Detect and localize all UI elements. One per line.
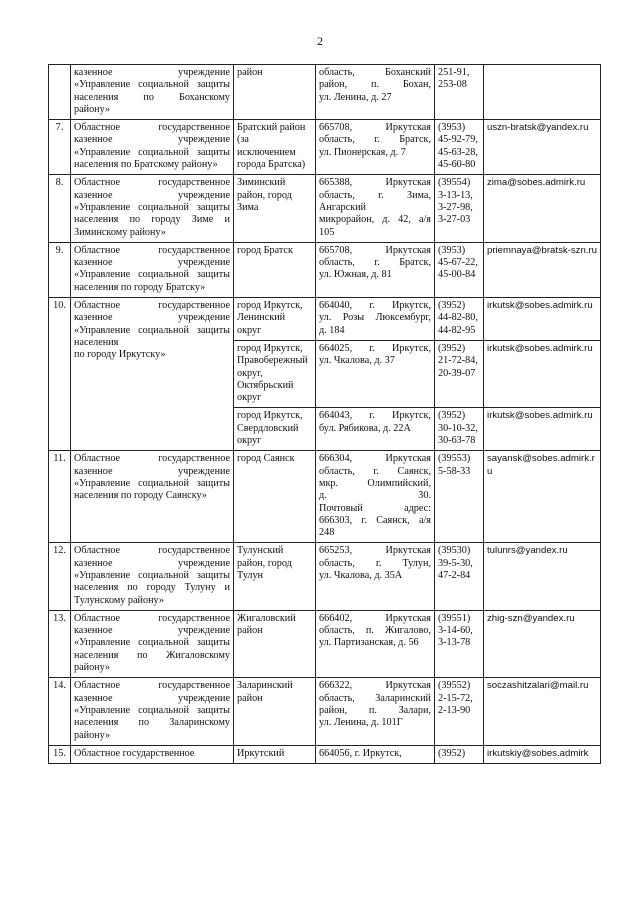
- service-area-line: город Саянск: [237, 453, 295, 465]
- email: irkutsk@sobes.admirk.ru: [484, 340, 601, 407]
- phone-line: 253-08: [438, 79, 467, 91]
- address: [316, 298, 435, 341]
- service-area: [234, 298, 316, 341]
- institution-name-line: Областное государственное: [74, 612, 230, 624]
- table-row: [49, 175, 601, 242]
- row-number: 7.: [49, 120, 71, 175]
- address: [316, 175, 435, 242]
- phone-line: (39530): [438, 545, 471, 557]
- institution-name-line: казенное учреждение: [74, 189, 230, 201]
- address-line: 665708, Иркутская: [319, 122, 431, 134]
- phone-line: (3952): [438, 747, 466, 759]
- institution-name: [71, 543, 234, 610]
- row-number: 10.: [49, 298, 71, 451]
- phone-line: 5-58-33: [438, 465, 471, 477]
- institution-name-line: району»: [74, 729, 111, 741]
- service-area-line: (за: [237, 134, 249, 146]
- email: sayansk@sobes.admirk.ru: [484, 451, 601, 543]
- address-line: область, г. Тулун,: [319, 557, 431, 569]
- phone-line: 44-82-80,: [438, 312, 478, 324]
- table-row: [49, 451, 601, 543]
- institution-name-line: Зиминскому району»: [74, 226, 166, 238]
- row-number: 14.: [49, 678, 71, 745]
- table-row: [49, 610, 601, 677]
- table-row: [49, 120, 601, 175]
- phone-line: (39554): [438, 177, 471, 189]
- institution-name-line: «Управление социальной защиты: [74, 79, 230, 91]
- service-area: [234, 65, 316, 120]
- service-area: [234, 408, 316, 451]
- phone: [435, 678, 484, 745]
- service-area-line: Правобережный: [237, 355, 308, 367]
- phone: [435, 120, 484, 175]
- institution-name-line: населения по Жигаловскому: [74, 649, 230, 661]
- institution-name-line: казенное учреждение: [74, 312, 230, 324]
- institution-name-line: населения по Боханскому: [74, 91, 230, 103]
- institution-name-line: «Управление социальной защиты: [74, 637, 230, 649]
- institution-name-line: населения по Заларинскому: [74, 717, 230, 729]
- row-number: 9.: [49, 242, 71, 297]
- phone-line: 21-72-84,: [438, 355, 478, 367]
- service-area-line: район: [237, 67, 263, 78]
- address-line: ул. Розы Люксембург,: [319, 312, 431, 324]
- institution-name-line: казенное учреждение: [74, 257, 230, 269]
- institution-name-line: Областное государственное: [74, 545, 230, 557]
- institution-name-line: казенное учреждение: [74, 625, 230, 637]
- service-area: [234, 451, 316, 543]
- institution-name-line: Областное государственное: [74, 244, 230, 256]
- registry-table-body: [49, 65, 601, 764]
- row-number: 8.: [49, 175, 71, 242]
- institution-name-line: Тулунскому району»: [74, 594, 164, 606]
- institution-name-line: «Управление социальной защиты: [74, 269, 230, 281]
- service-area: [234, 678, 316, 745]
- service-area: [234, 340, 316, 407]
- institution-name-line: населения по городу Братску»: [74, 281, 206, 293]
- page-number: 2: [317, 34, 323, 48]
- service-area-line: исключением: [237, 146, 296, 158]
- service-area-line: Ленинский: [237, 312, 286, 324]
- institution-name: [71, 451, 234, 543]
- table-row: [49, 745, 601, 763]
- address-line: 664040, г. Иркутск,: [319, 300, 431, 312]
- institution-name: [71, 65, 234, 120]
- service-area-line: город Братск: [237, 244, 293, 256]
- service-area-line: округ: [237, 435, 262, 447]
- address-line: бул. Рябикова, д. 22А: [319, 422, 411, 434]
- phone-line: 45-63-28,: [438, 146, 478, 158]
- phone-line: 3-13-13,: [438, 189, 473, 201]
- address-line: область, г. Саянск,: [319, 465, 431, 477]
- phone-line: 3-27-03: [438, 214, 471, 226]
- phone-line: 3-27-98,: [438, 201, 473, 213]
- address: [316, 610, 435, 677]
- row-number: 15.: [49, 745, 71, 763]
- email: irkutskiy@sobes.admirk: [484, 745, 601, 763]
- email: irkutsk@sobes.admirk.ru: [484, 298, 601, 341]
- service-area-line: город Иркутск,: [237, 410, 303, 422]
- address-line: 664043, г. Иркутск,: [319, 410, 431, 422]
- institution-name-line: «Управление социальной защиты: [74, 704, 230, 716]
- institution-name-line: Областное государственное: [74, 453, 230, 465]
- institution-name-line: населения по Братскому району»: [74, 159, 218, 171]
- service-area: [234, 242, 316, 297]
- address-line: ул. Пионерская, д. 7: [319, 146, 406, 158]
- email: irkutsk@sobes.admirk.ru: [484, 408, 601, 451]
- address-line: ул. Ленина, д. 101Г: [319, 717, 403, 729]
- address: [316, 242, 435, 297]
- service-area-line: Тулун: [237, 569, 263, 581]
- phone-line: 2-15-72,: [438, 692, 473, 704]
- address-line: д. 30.: [319, 490, 431, 502]
- address-line: мкр. Олимпийский,: [319, 477, 431, 489]
- address-line: ул. Партизанская, д. 56: [319, 637, 419, 649]
- address: [316, 120, 435, 175]
- service-area: [234, 175, 316, 242]
- address-line: 666402, Иркутская: [319, 612, 431, 624]
- address-line: микрорайон, д. 42, а/я: [319, 214, 431, 226]
- address-line: 665708, Иркутская: [319, 244, 431, 256]
- phone: [435, 340, 484, 407]
- service-area: [234, 120, 316, 175]
- institution-name-line: «Управление социальной защиты: [74, 146, 230, 158]
- email: priemnaya@bratsk-szn.ru: [484, 242, 601, 297]
- institution-name-line: «Управление социальной защиты: [74, 477, 230, 489]
- row-number: 12.: [49, 543, 71, 610]
- service-area-line: город Иркутск,: [237, 342, 303, 354]
- phone-line: 45-00-84: [438, 269, 476, 281]
- email: [484, 65, 601, 120]
- service-area-line: Зиминский: [237, 177, 286, 189]
- institution-name-line: казенное учреждение: [74, 465, 230, 477]
- phone-line: 44-82-95: [438, 324, 476, 336]
- institution-name: [71, 175, 234, 242]
- service-area-line: Тулунский: [237, 545, 284, 557]
- address-line: ул. Южная, д. 81: [319, 269, 392, 281]
- address: [316, 408, 435, 451]
- service-area-line: Свердловский: [237, 422, 299, 434]
- service-area-line: Жигаловский: [237, 612, 296, 624]
- address: [316, 543, 435, 610]
- email: uszn-bratsk@yandex.ru: [484, 120, 601, 175]
- email: soczashitzalari@mail.ru: [484, 678, 601, 745]
- phone: [435, 451, 484, 543]
- institution-name-line: казенное учреждение: [74, 67, 230, 78]
- institution-name: [71, 120, 234, 175]
- address-line: район, п. Залари,: [319, 704, 431, 716]
- phone-line: 30-10-32,: [438, 422, 478, 434]
- phone-line: 251-91,: [438, 67, 470, 78]
- phone-line: 3-14-60,: [438, 625, 473, 637]
- address-line: 664056, г. Иркутск,: [319, 747, 402, 759]
- address-line: 666303, г. Саянск, а/я: [319, 514, 431, 526]
- table-row: [49, 298, 601, 341]
- institution-name-line: «Управление социальной защиты: [74, 324, 230, 336]
- phone-line: 45-92-79,: [438, 134, 478, 146]
- institution-name-line: Областное государственное: [74, 122, 230, 134]
- table-row: [49, 242, 601, 297]
- institution-name: [71, 678, 234, 745]
- service-area-line: Октябрьский: [237, 379, 294, 391]
- address: [316, 678, 435, 745]
- institution-name-line: казенное учреждение: [74, 557, 230, 569]
- service-area: [234, 745, 316, 763]
- address-line: д. 184: [319, 324, 345, 336]
- address-line: область, г. Братск,: [319, 134, 431, 146]
- service-area-line: округ,: [237, 367, 263, 379]
- service-area-line: район: [237, 625, 263, 637]
- institution-name-line: району»: [74, 662, 111, 674]
- institution-name-line: казенное учреждение: [74, 134, 230, 146]
- institution-name-line: Областное государственное: [74, 680, 230, 692]
- address-line: область, п. Жигалово,: [319, 625, 431, 637]
- service-area-line: Иркутский: [237, 747, 285, 759]
- address-line: Ангарский: [319, 201, 366, 213]
- phone-line: (3952): [438, 342, 466, 354]
- institution-name-line: населения по городу Саянску»: [74, 490, 207, 502]
- phone: [435, 543, 484, 610]
- phone: [435, 298, 484, 341]
- service-area-line: Зима: [237, 201, 259, 213]
- address-line: ул. Ленина, д. 27: [319, 91, 392, 103]
- institution-name: [71, 298, 234, 451]
- phone: [435, 745, 484, 763]
- email: zhig-szn@yandex.ru: [484, 610, 601, 677]
- email: zima@sobes.admirk.ru: [484, 175, 601, 242]
- phone-line: 3-13-78: [438, 637, 471, 649]
- address: [316, 340, 435, 407]
- address-line: область, Заларинский: [319, 692, 431, 704]
- institution-name-line: Областное государственное: [74, 747, 195, 759]
- institution-name: [71, 610, 234, 677]
- phone-line: (3953): [438, 244, 466, 256]
- email: tulunrs@yandex.ru: [484, 543, 601, 610]
- service-area-line: район: [237, 692, 263, 704]
- service-area-line: Братский район: [237, 122, 306, 134]
- phone-line: 45-67-22,: [438, 257, 478, 269]
- address-line: ул. Чкалова, д. 35А: [319, 569, 403, 581]
- service-area-line: город Иркутск,: [237, 300, 303, 312]
- institution-name: [71, 242, 234, 297]
- address-line: 248: [319, 527, 335, 539]
- phone-line: (39553): [438, 453, 471, 465]
- address-line: область, Боханский: [319, 67, 431, 78]
- table-row: [49, 65, 601, 120]
- address-line: область, г. Зима,: [319, 189, 431, 201]
- service-area: [234, 543, 316, 610]
- institution-name-line: Областное государственное: [74, 300, 230, 312]
- address-line: район, п. Бохан,: [319, 79, 431, 91]
- institution-name-line: по городу Иркутску»: [74, 349, 166, 361]
- service-area-line: район, город: [237, 189, 292, 201]
- address-line: 664025, г. Иркутск,: [319, 342, 431, 354]
- address-line: ул. Чкалова, д. 37: [319, 355, 395, 367]
- phone-line: (3952): [438, 300, 466, 312]
- address: [316, 745, 435, 763]
- row-number: 13.: [49, 610, 71, 677]
- institution-name-line: населения по городу Зиме и: [74, 214, 230, 226]
- service-area-line: города Братска): [237, 159, 306, 171]
- table-row: [49, 678, 601, 745]
- service-area-line: район, город: [237, 557, 292, 569]
- phone-line: (3952): [438, 410, 466, 422]
- institution-name-line: району»: [74, 103, 111, 115]
- institution-name: [71, 745, 234, 763]
- institution-name-line: «Управление социальной защиты: [74, 201, 230, 213]
- institution-name-line: «Управление социальной защиты: [74, 569, 230, 581]
- address-line: Почтовый адрес:: [319, 502, 431, 514]
- registry-table: [48, 64, 601, 764]
- address-line: 665253, Иркутская: [319, 545, 431, 557]
- phone: [435, 610, 484, 677]
- phone-line: 39-5-30,: [438, 557, 473, 569]
- phone-line: (3953): [438, 122, 466, 134]
- phone-line: (39551): [438, 612, 471, 624]
- address: [316, 65, 435, 120]
- phone-line: 2-13-90: [438, 704, 471, 716]
- address-line: 105: [319, 226, 335, 238]
- phone: [435, 408, 484, 451]
- address-line: 666322, Иркутская: [319, 680, 431, 692]
- phone-line: 45-60-80: [438, 159, 476, 171]
- service-area: [234, 610, 316, 677]
- address: [316, 451, 435, 543]
- service-area-line: округ: [237, 324, 262, 336]
- phone-line: (39552): [438, 680, 471, 692]
- institution-name-line: населения по городу Тулуну и: [74, 582, 230, 594]
- phone: [435, 65, 484, 120]
- phone-line: 20-39-07: [438, 367, 476, 379]
- address-line: 665388, Иркутская: [319, 177, 431, 189]
- table-row: [49, 543, 601, 610]
- phone: [435, 175, 484, 242]
- row-number: 11.: [49, 451, 71, 543]
- row-number: [49, 65, 71, 120]
- phone-line: 47-2-84: [438, 569, 471, 581]
- service-area-line: Заларинский: [237, 680, 293, 692]
- address-line: область, г. Братск,: [319, 257, 431, 269]
- institution-name-line: казенное учреждение: [74, 692, 230, 704]
- address-line: 666304, Иркутская: [319, 453, 431, 465]
- institution-name-line: населения: [74, 336, 119, 348]
- phone: [435, 242, 484, 297]
- institution-name-line: Областное государственное: [74, 177, 230, 189]
- phone-line: 30-63-78: [438, 435, 476, 447]
- service-area-line: округ: [237, 392, 262, 404]
